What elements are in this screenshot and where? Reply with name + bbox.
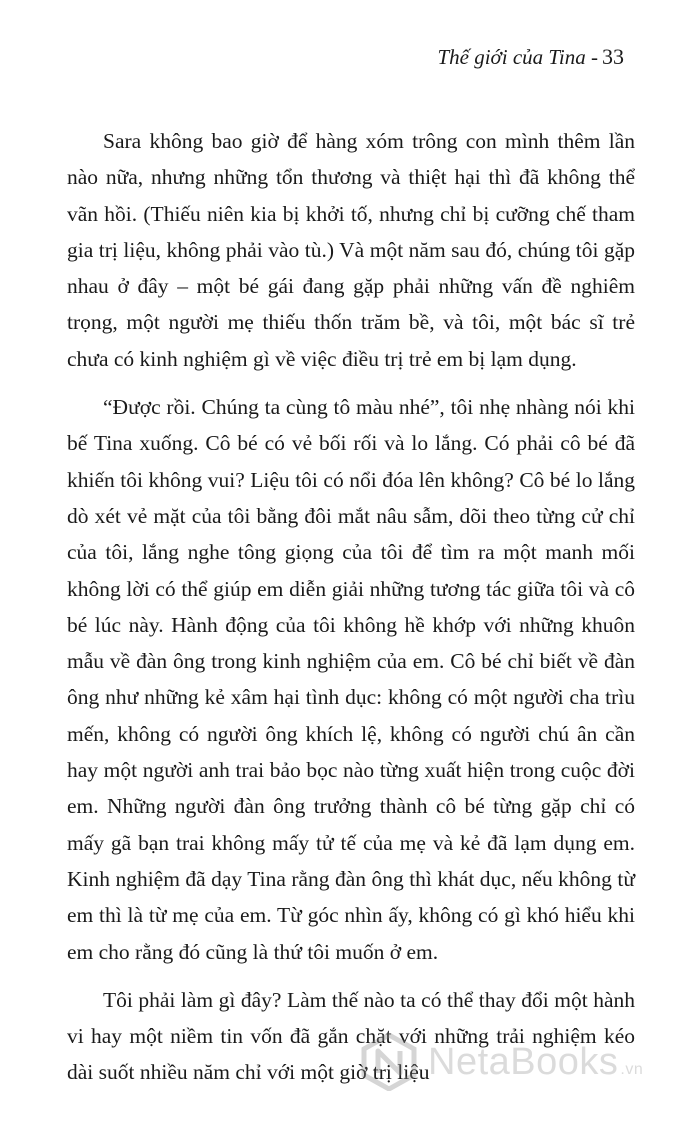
paragraph: “Được rồi. Chúng ta cùng tô màu nhé”, tôi nhẹ nhàng nói khi bế Tina xuống. Cô bé có vẻ bối rối và lo lắng. Có phải cô bé đã khiến tôi không vui? Liệu tôi có nổi đóa lên không? Cô bé lo lắng dò xét vẻ mặt của tôi bằng đôi mắt nâu sẫm, dõi theo từng cử chỉ của tôi, lắng nghe tông giọng của tôi để tìm ra một manh mối không lời có thể giúp em diễn giải những tương tác giữa tôi và cô bé lúc này. Hành động của tôi không hề khớp với những khuôn mẫu về đàn ông trong kinh nghiệm của em. Cô bé chỉ biết về đàn ông như những kẻ xâm hại tình dục: không có một người cha trìu mến, không có người ông khích lệ, không có người chú ân cần hay một người anh trai bảo bọc nào từng xuất hiện trong cuộc đời em. Những người đàn ông trưởng thành cô bé từng gặp chỉ có mấy gã bạn trai không mấy tử tế của mẹ và kẻ đã lạm dụng em. Kinh nghiệm đã dạy Tina rằng đàn ông thì khát dục, nếu không từ em thì là từ mẹ của em. Từ góc nhìn ấy, không có gì khó hiểu khi em cho rằng đó cũng là thứ tôi muốn ở em. xyxy=(67,395,635,964)
running-header xyxy=(437,44,624,70)
book-title: Thế giới của Tina - xyxy=(437,45,598,69)
paragraph: Sara không bao giờ để hàng xóm trông con mình thêm lần nào nữa, nhưng những tổn thương và thiệt hại thì đã không thể vãn hồi. (Thiếu niên kia bị khởi tố, nhưng chỉ bị cưỡng chế tham gia trị liệu, không phải vào tù.) Và một năm sau đó, chúng tôi gặp nhau ở đây – một bé gái đang gặp phải những vấn đề nghiêm trọng, một người mẹ thiếu thốn trăm bề, và tôi, một bác sĩ trẻ chưa có kinh nghiệm gì về việc điều trị trẻ em bị lạm dụng. xyxy=(67,129,635,371)
watermark-brand: NetaBooks xyxy=(428,1040,619,1083)
page-body xyxy=(67,123,635,1103)
paragraph: Tôi phải làm gì đây? Làm thế nào ta có thể thay đổi một hành vi hay một niềm tin vốn đã gắn chặt với những trải nghiệm kéo dài suốt nhiều năm chỉ với một giờ trị liệu xyxy=(67,987,635,1085)
watermark-text xyxy=(428,1041,643,1084)
watermark-tld: .vn xyxy=(620,1060,644,1078)
page-number: 33 xyxy=(602,44,624,69)
watermark xyxy=(360,1033,643,1091)
netabooks-logo-icon xyxy=(360,1033,418,1091)
